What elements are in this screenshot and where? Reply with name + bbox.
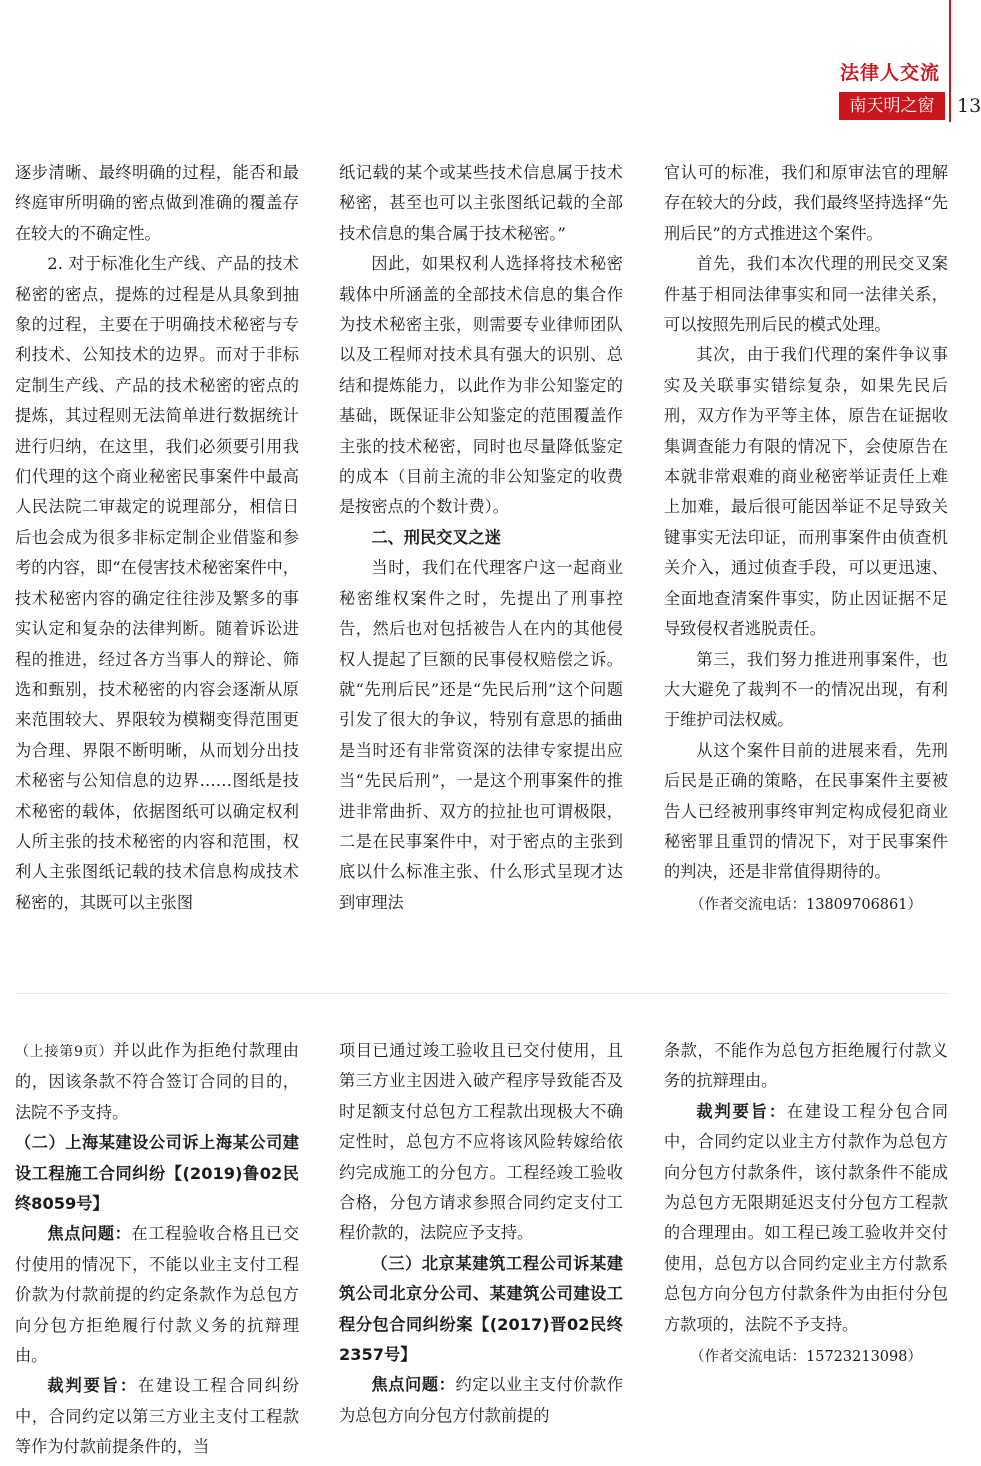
- focus-text: 在工程验收合格且已交付使用的情况下，不能以业主支付工程价款为付款前提的约定条款作为总包方向分包方拒绝履行付款义务的抗辩理由。: [15, 1224, 300, 1366]
- paragraph: 2. 对于标准化生产线、产品的技术秘密的密点，提炼的过程是从具象到抽象的过程，主要在于明确技术秘密与专利技术、公知技术的边界。而对于非标定制生产线、产品的技术秘密的密点的提炼，其过程则无法简单进行数据统计进行归纳，在这里，我们必须要引用我们代理的这个商业秘密民事案件中最高人民法院二审裁定的说理部分，相信日后也会成为很多非标定制企业借鉴和参考的内容，即“在侵害技术秘密案件中，技术秘密内容的确定往往涉及繁多的事实认定和复杂的法律判断。随着诉讼进程的推进，经过各方当事人的辩论、筛选和甄别，技术秘密的内容会逐渐从原来范围较大、界限较为模糊变得范围更为合理、界限不断明晰，从而划分出技术秘密与公知信息的边界……图纸是技术秘密的载体，依据图纸可以确定权利人所主张的技术秘密的内容和范围，权利人主张图纸记载的技术信息构成技术秘密的，其既可以主张图: [15, 254, 299, 912]
- bottom-article-column-3: [664, 1036, 948, 1372]
- page-number: 13: [957, 95, 981, 117]
- focus-text: 约定以业主支付价款作为总包方向分包方付款前提的: [339, 1375, 624, 1425]
- focus-label: 焦点问题：: [47, 1224, 132, 1244]
- paragraph: [15, 1371, 299, 1462]
- paragraph: 条款，不能作为总包方拒绝履行付款义务的抗辩理由。: [664, 1041, 948, 1091]
- paragraph: 因此，如果权利人选择将技术秘密载体中所涵盖的全部技术信息的集合作为技术秘密主张，则需要专业律师团队以及工程师对技术具有强大的识别、总结和提炼能力，以此作为非公知鉴定的基础，既保证非公知鉴定的范围覆盖作主张的技术秘密，同时也尽量降低鉴定的成本（目前主流的非公知鉴定的收费是按密点的个数计费）。: [339, 254, 623, 517]
- paragraph: 项目已通过竣工验收且已交付使用，且第三方业主因进入破产程序导致能否及时足额支付总包方工程款出现极大不确定性时，总包方不应将该风险转嫁给依约完成施工的分包方。工程经竣工验收合格，分包方请求参照合同约定支付工程价款的，法院应予支持。: [339, 1041, 623, 1243]
- top-article-column-3: [664, 158, 948, 920]
- focus-label: 焦点问题：: [371, 1375, 456, 1395]
- paragraph: [15, 1036, 299, 1128]
- case-heading: （二）上海某建设公司诉上海某公司建设工程施工合同纠纷【(2019)鲁02民终8059号】: [15, 1133, 299, 1214]
- section-title: 法律人交流: [839, 62, 940, 84]
- ruling-text: 在建设工程合同纠纷中，合同约定以第三方业主支付工程款等作为付款前提条件的，当: [15, 1376, 299, 1457]
- paragraph: 首先，我们本次代理的刑民交叉案件基于相同法律事实和同一法律关系，可以按照先刑后民的模式处理。: [664, 254, 948, 335]
- author-contact: （作者交流电话：13809706861）: [690, 896, 922, 913]
- paragraph: 从这个案件目前的进展来看，先刑后民是正确的策略，在民事案件主要被告人已经被刑事终审判定构成侵犯商业秘密罪且重罚的情况下，对于民事案件的判决，还是非常值得期待的。: [664, 740, 948, 882]
- paragraph-text: 并以此作为拒绝付款理由的，因该条款不符合签订合同的目的，法院不予支持。: [15, 1041, 299, 1122]
- ruling-text: 在建设工程分包合同中，合同约定以业主方付款作为总包方向分包方付款条件，该付款条件不能成为总包方无限期延迟支付分包方工程款的合理理由。如工程已竣工验收并交付使用，总包方以合同约定业主方付款系总包方向分包方付款条件为由拒付分包方款项的，法院不予支持。: [664, 1101, 948, 1334]
- case-heading: （三）北京某建筑工程公司诉某建筑公司北京分公司、某建筑公司建设工程分包合同纠纷案【(2017)晋02民终2357号】: [339, 1253, 623, 1365]
- bottom-article-column-1: [15, 1036, 299, 1463]
- column-badge: 南天明之窗: [839, 92, 945, 120]
- ruling-label: 裁判要旨：: [696, 1101, 787, 1121]
- section-heading: 二、刑民交叉之迷: [371, 527, 501, 547]
- article-divider: [15, 993, 949, 994]
- paragraph: 逐步清晰、最终明确的过程，能否和最终庭审所明确的密点做到准确的覆盖存在较大的不确定性。: [15, 163, 299, 243]
- paragraph: [339, 1370, 623, 1431]
- ruling-label: 裁判要旨：: [47, 1376, 138, 1396]
- header-vertical-rule: [949, 0, 951, 122]
- author-contact: （作者交流电话：15723213098）: [690, 1349, 922, 1366]
- paragraph: 纸记载的某个或某些技术信息属于技术秘密，甚至也可以主张图纸记载的全部技术信息的集合属于技术秘密。”: [339, 163, 623, 243]
- bottom-article-column-2: [339, 1036, 623, 1431]
- paragraph: 其次，由于我们代理的案件争议事实及关联事实错综复杂，如果先民后刑，双方作为平等主体，原告在证据收集调查能力有限的情况下，会使原告在本就非常艰难的商业秘密举证责任上难上加难，最后很可能因举证不足导致关键事实无法印证，而刑事案件由侦查机关介入，通过侦查手段，可以更迅速、全面地查清案件事实，防止因证据不足导致侵权者逃脱责任。: [664, 345, 948, 639]
- paragraph: [664, 1097, 948, 1340]
- paragraph: [15, 1219, 299, 1371]
- paragraph: 官认可的标准，我们和原审法官的理解存在较大的分歧，我们最终坚持选择“先刑后民”的方式推进这个案件。: [664, 163, 948, 243]
- paragraph: 当时，我们在代理客户这一起商业秘密维权案件之时，先提出了刑事控告，然后也对包括被告人在内的其他侵权人提起了巨额的民事侵权赔偿之诉。就“先刑后民”还是“先民后刑”这个问题引发了很大的争议，特别有意思的插曲是当时还有非常资深的法律专家提出应当“先民后刑”，一是这个刑事案件的推进非常曲折、双方的拉扯也可谓极限，二是在民事案件中，对于密点的主张到底以什么标准主张、什么形式呈现才达到审理法: [339, 558, 623, 912]
- continued-from-note: （上接第9页）: [15, 1044, 114, 1060]
- top-article-column-2: [339, 158, 623, 918]
- top-article-column-1: [15, 158, 299, 918]
- paragraph: 第三，我们努力推进刑事案件，也大大避免了裁判不一的情况出现，有利于维护司法权威。: [664, 649, 948, 730]
